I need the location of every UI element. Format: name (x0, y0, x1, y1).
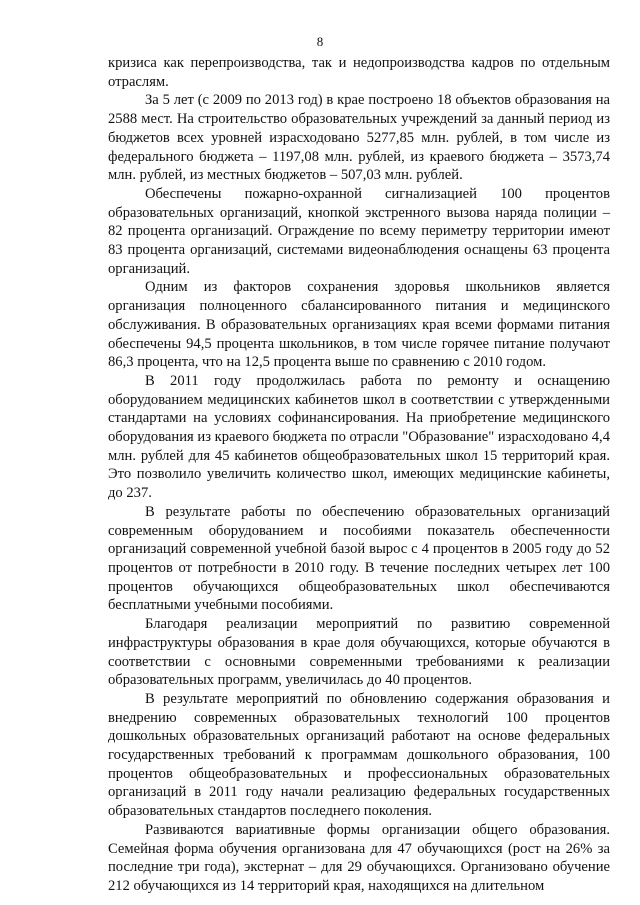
paragraph-construction: За 5 лет (с 2009 по 2013 год) в крае построено 18 объектов образования на 2588 мест. На строительство образовательных учреждений за данный период из бюджетов всех уровней израсходовано 5277,85 млн. рублей, в том числе из федерального бюджета – 1197,08 млн. рублей, из краевого бюджета – 3573,74 млн. рублей, из местных бюджетов – 507,03 млн. рублей. (108, 92, 610, 184)
paragraph-continuation: кризиса как перепроизводства, так и недопроизводства кадров по отдельным отраслям. (108, 55, 610, 90)
page-number: 8 (316, 34, 324, 49)
paragraph-nutrition: Одним из факторов сохранения здоровья школьников является организация полноценного сбалансированного питания и медицинского обслуживания. В образовательных организациях края всеми формами питания обеспечены 94,5 процента школьников, в том числе горячее питание получают 86,3 процента, что на 12,5 процента выше по сравнению с 2010 годом. (108, 279, 610, 371)
paragraph-infrastructure: Благодаря реализации мероприятий по развитию современной инфраструктуры образования в крае доля обучающихся, которые обучаются в соответствии с основными современными требованиями к реализации образовательных программ, увеличилась до 40 процентов. (108, 616, 610, 689)
paragraph-equipment: В результате работы по обеспечению образовательных организаций современным оборудованием и пособиями показатель обеспеченности организаций современной учебной базой вырос с 4 процентов в 2005 году до 52 процентов от потребности в 2010 году. В течение последних четырех лет 100 процентов обучающихся общеобразовательных школ обеспечиваются бесплатными учебными пособиями. (108, 503, 610, 614)
paragraph-medical-offices: В 2011 году продолжилась работа по ремонту и оснащению оборудованием медицинских кабинетов школ в соответствии с утвержденными стандартами на условиях софинансирования. На приобретение медицинского оборудования из краевого бюджета по отрасли "Образование" израсходовано 4,4 млн. рублей для 45 кабинетов общеобразовательных школ 15 территорий края. Это позволило увеличить количество школ, имеющих медицинские кабинеты, до 237. (108, 372, 610, 502)
document-body (108, 54, 610, 896)
paragraph-security: Обеспечены пожарно-охранной сигнализацией 100 процентов образовательных организаций, кнопкой экстренного вызова наряда полиции – 82 процента организаций. Ограждение по всему периметру территории имеют 83 процента организаций, системами видеонаблюдения оснащены 63 процента организаций. (108, 185, 610, 277)
paragraph-content-renewal: В результате мероприятий по обновлению содержания образования и внедрению современных образовательных технологий 100 процентов дошкольных образовательных организаций работают на основе федеральных государственных требований к программам дошкольного образования, 100 процентов общеобразовательных и профессиональных образовательных организаций в 2011 году начали реализацию федеральных государственных образовательных стандартов последнего поколения. (108, 690, 610, 820)
paragraph-variative-forms: Развиваются вариативные формы организации общего образования. Семейная форма обучения организована для 47 обучающихся (рост на 26% за последние три года), экстернат – для 29 обучающихся. Организовано обучение 212 обучающихся из 14 территорий края, находящихся на длительном (108, 821, 610, 894)
